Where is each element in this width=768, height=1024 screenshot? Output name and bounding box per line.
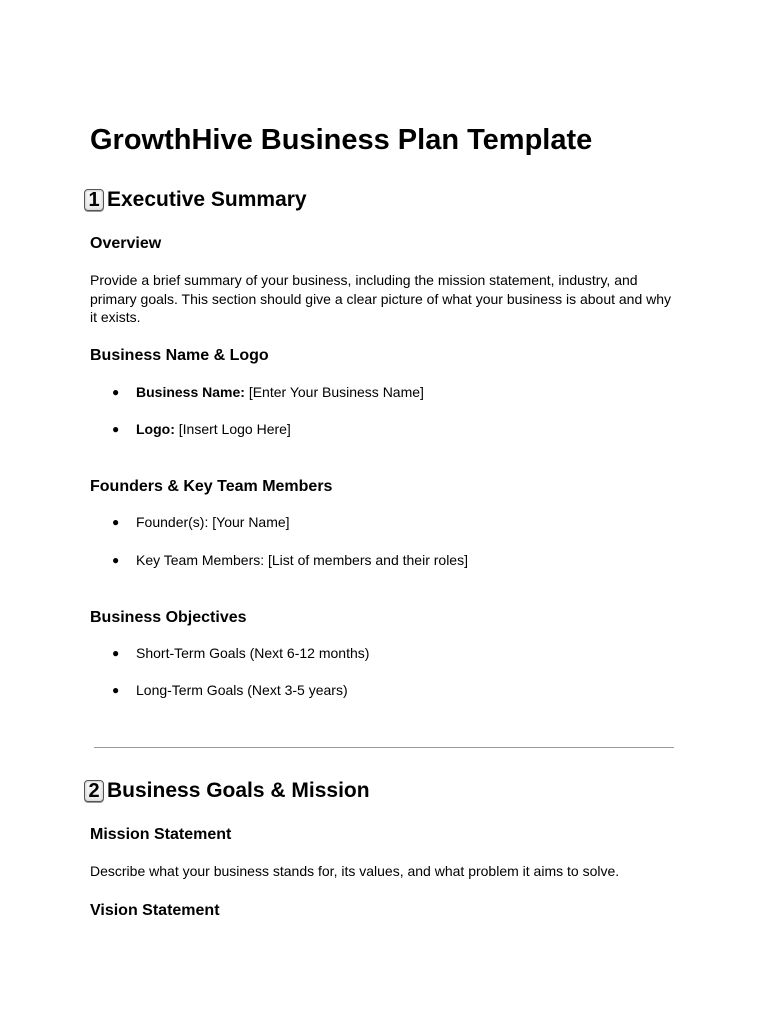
mission-statement-heading: Mission Statement — [90, 826, 232, 843]
list-item — [112, 681, 348, 699]
logo-label: Logo: — [136, 421, 175, 437]
section-heading-text: Executive Summary — [107, 188, 307, 211]
list-item-logo — [112, 420, 291, 438]
keycap-number-1-icon: 1 — [84, 189, 104, 211]
bullet-icon: ● — [112, 553, 120, 567]
business-name-logo-heading: Business Name & Logo — [90, 347, 269, 364]
founders-heading: Founders & Key Team Members — [90, 478, 333, 495]
founders-item: Founder(s): [Your Name] — [136, 514, 290, 530]
short-term-goals-item: Short-Term Goals (Next 6-12 months) — [136, 645, 370, 661]
key-team-item: Key Team Members: [List of members and their roles] — [136, 552, 468, 568]
section-heading-executive-summary — [84, 187, 307, 213]
section-heading-business-goals — [84, 778, 370, 804]
bullet-icon: ● — [112, 646, 120, 660]
long-term-goals-item: Long-Term Goals (Next 3-5 years) — [136, 682, 348, 698]
overview-heading: Overview — [90, 235, 162, 252]
business-name-value: [Enter Your Business Name] — [244, 384, 424, 400]
list-item — [112, 513, 290, 531]
list-item — [112, 551, 468, 569]
business-name-label: Business Name: — [136, 384, 245, 400]
keycap-number-2-icon: 2 — [84, 780, 104, 802]
business-objectives-heading: Business Objectives — [90, 609, 247, 626]
section-heading-text: Business Goals & Mission — [107, 779, 370, 802]
bullet-icon: ● — [112, 683, 120, 697]
list-item-business-name — [112, 383, 424, 401]
list-item — [112, 644, 369, 662]
bullet-icon: ● — [112, 422, 120, 436]
section-divider — [94, 747, 674, 748]
mission-statement-paragraph: Describe what your business stands for, its values, and what problem it aims to solve. — [90, 863, 620, 879]
document-title: GrowthHive Business Plan Template — [90, 124, 593, 156]
logo-value: [Insert Logo Here] — [174, 421, 291, 437]
bullet-icon: ● — [112, 385, 120, 399]
overview-paragraph: Provide a brief summary of your business, including the mission statement, industry, and primary goals. This section should give a clear picture of what your business is about and why it exists. — [90, 272, 672, 325]
vision-statement-heading: Vision Statement — [90, 902, 220, 919]
bullet-icon: ● — [112, 515, 120, 529]
